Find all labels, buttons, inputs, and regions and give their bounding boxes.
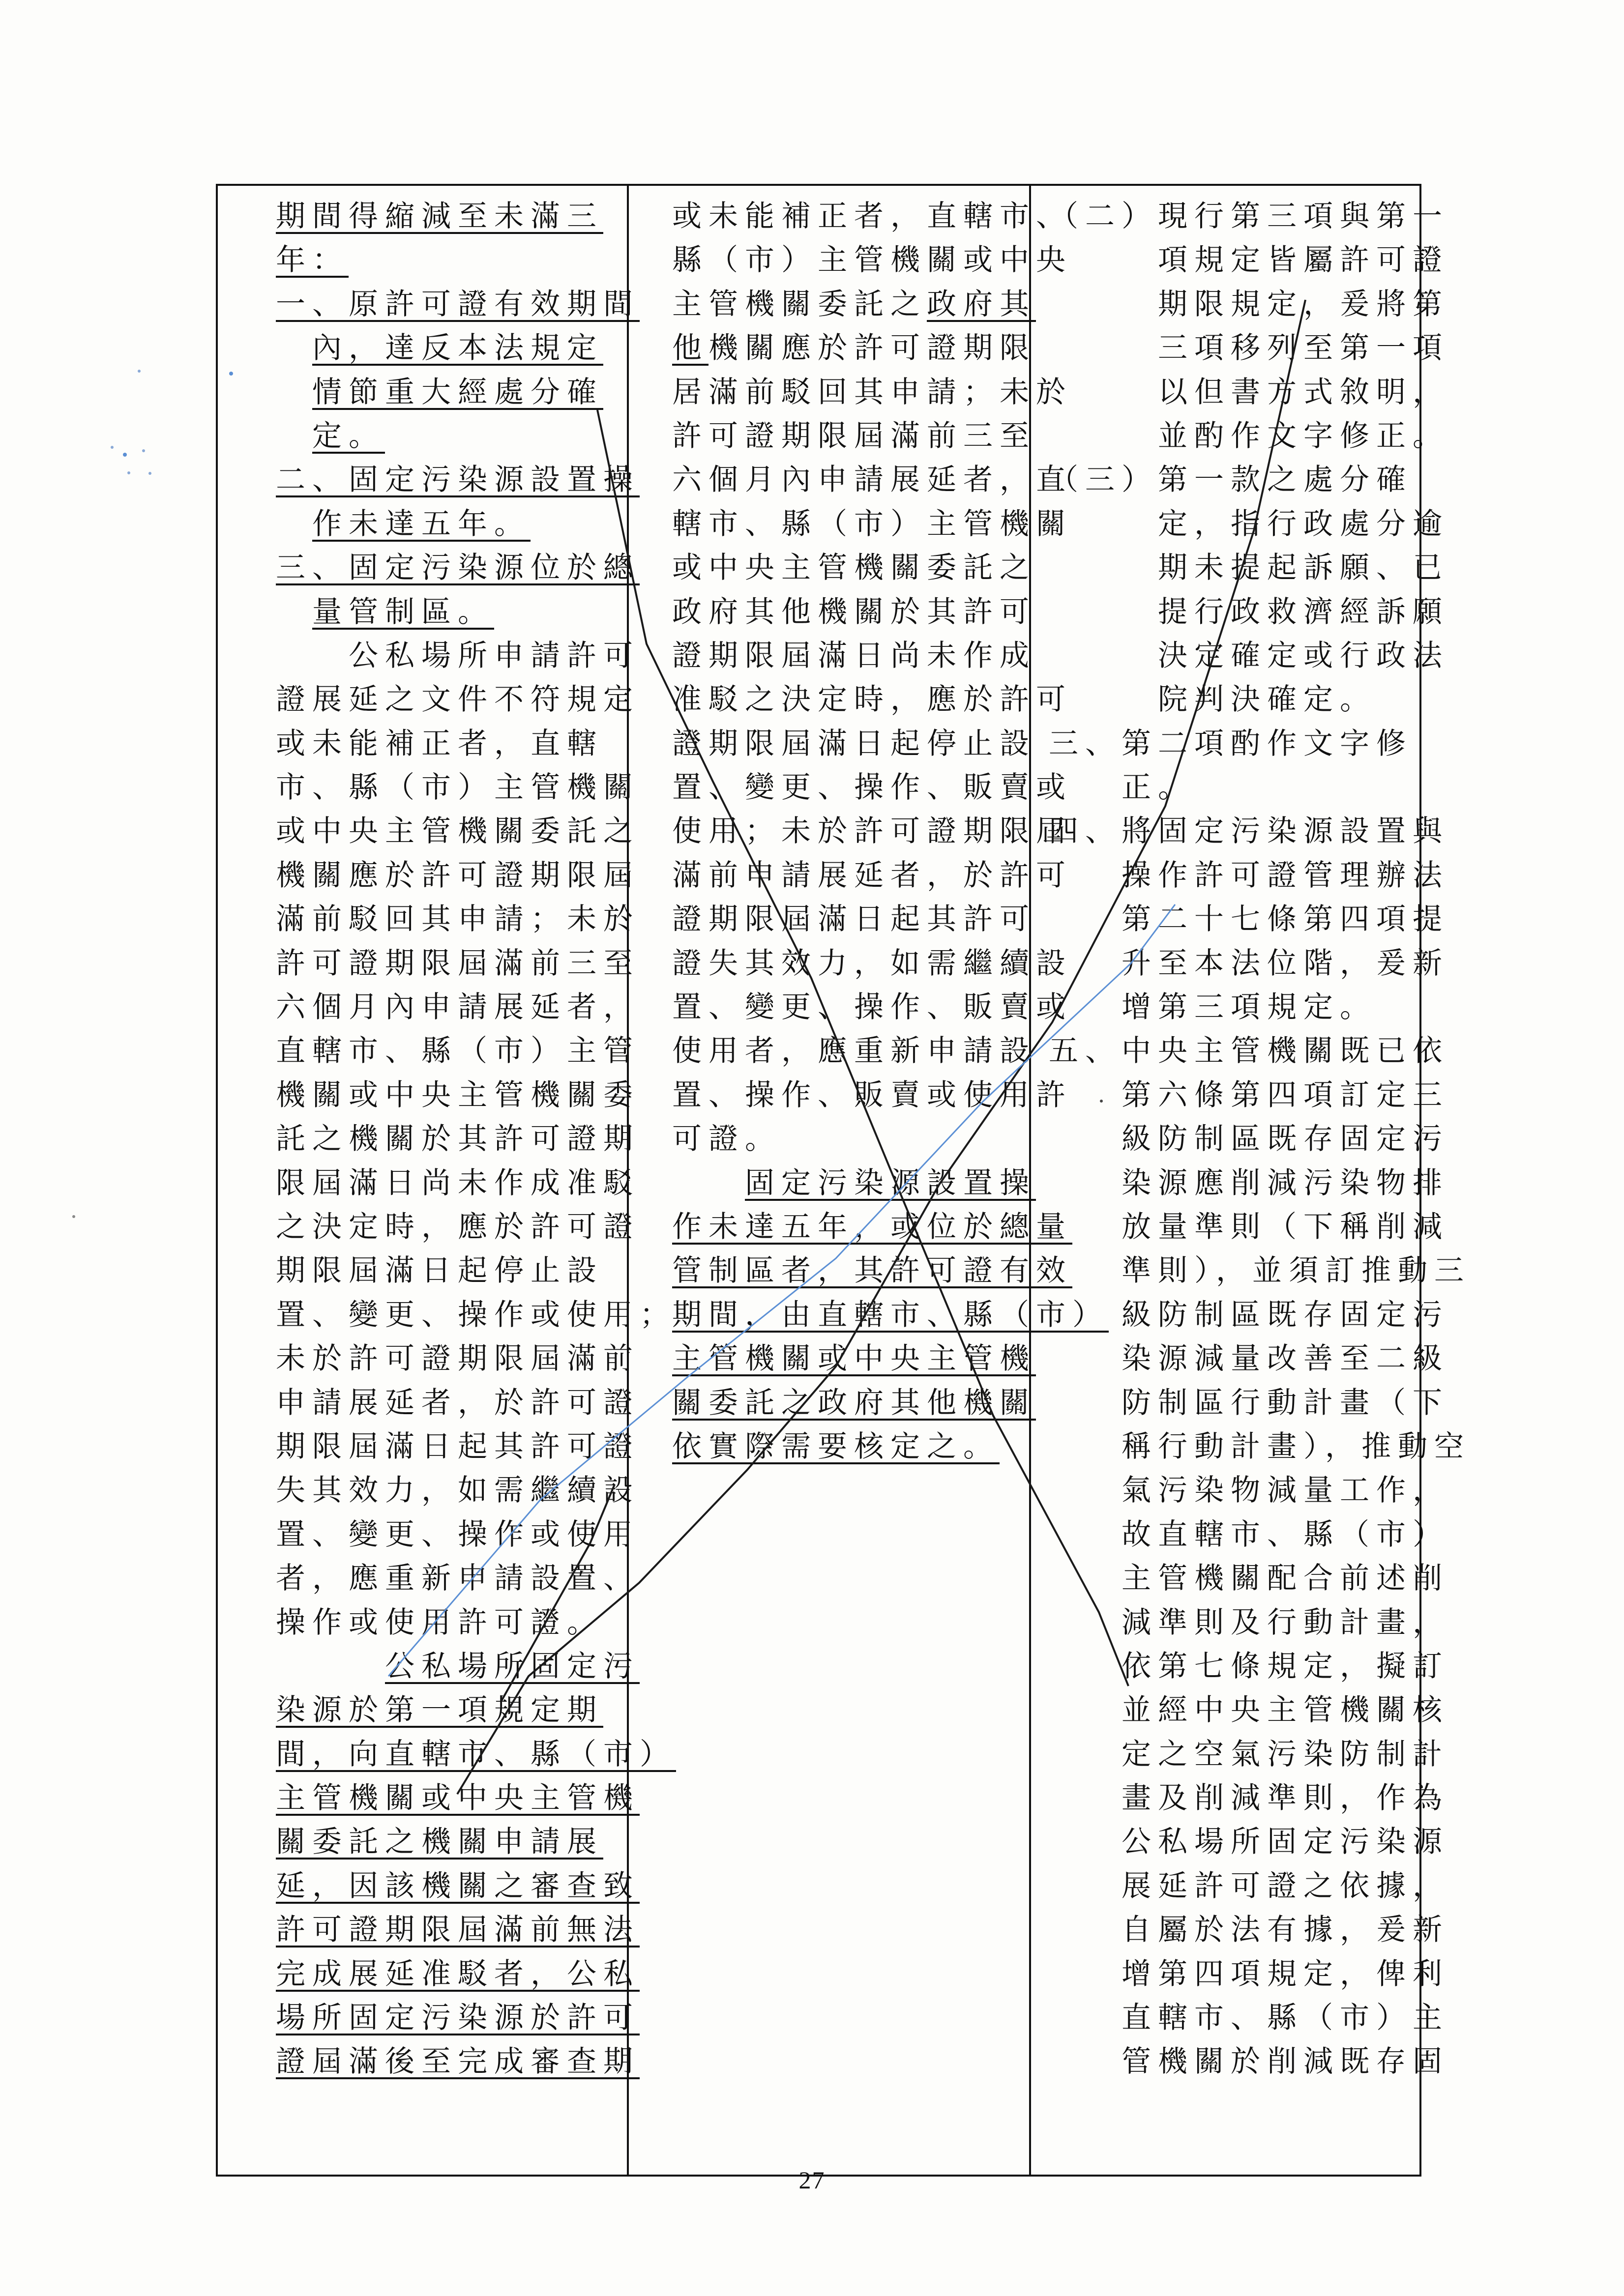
text-line	[1049, 854, 1449, 898]
text-run: 主管機關或中央主管機	[276, 1781, 640, 1816]
text-line	[1049, 371, 1449, 414]
amended-text-column	[276, 195, 676, 2084]
text-run: 項規定皆屬許可證	[1158, 243, 1449, 278]
text-line	[1049, 1205, 1449, 1249]
text-run: 作未達五年，或位於總量	[672, 1209, 1072, 1244]
current-text-column	[672, 195, 1109, 1469]
text-line	[276, 1557, 640, 1600]
text-run: 定之空氣污染防制計	[1122, 1737, 1449, 1772]
text-run: 者，應重新申請設置、	[276, 1561, 640, 1596]
text-line	[672, 458, 1072, 502]
text-run: 五、中央主管機關既已依	[1049, 1034, 1449, 1069]
text-run: 操作許可證管理辦法	[1122, 858, 1449, 893]
text-line	[672, 414, 1036, 458]
text-run: 依第七條規定，擬訂	[1122, 1649, 1449, 1684]
text-run: 證期限屆滿日尚未作成	[672, 638, 1036, 673]
text-run: 六個月內申請展延者，	[276, 990, 640, 1025]
text-line	[672, 1074, 1072, 1117]
text-line	[276, 1952, 640, 1996]
text-run: 未於許可證期限屆滿前	[276, 1341, 640, 1376]
text-line	[1049, 1117, 1449, 1161]
text-run: 延，因該機關之審查致	[276, 1868, 640, 1903]
text-run: 公私場所固定污	[385, 1649, 640, 1684]
text-run: 市、縣（市）主管機關	[276, 770, 640, 805]
text-line	[1049, 1469, 1449, 1512]
text-run: 決定確定或行政法	[1158, 638, 1449, 673]
text-run: 第二十七條第四項提	[1122, 902, 1449, 937]
text-line	[276, 326, 620, 370]
text-line	[1049, 1864, 1449, 1908]
text-run: 主管機關委託之	[672, 287, 927, 321]
text-run: 一、原許可證有效期間	[276, 287, 640, 321]
text-run: 可證。	[672, 1122, 781, 1157]
text-line	[276, 1996, 640, 2040]
text-line	[276, 1601, 620, 1645]
text-line	[276, 1513, 640, 1557]
text-run: 升至本法位階，爰新	[1122, 946, 1449, 981]
text-run: 證失其效力，如需繼續設	[672, 946, 1072, 981]
text-line	[276, 1381, 640, 1425]
text-line	[276, 854, 640, 898]
text-line	[672, 1205, 1072, 1249]
text-run: 操作或使用許可證。	[276, 1605, 603, 1640]
text-run: 公私場所申請許可	[349, 638, 640, 673]
text-line	[276, 1776, 640, 1820]
text-line	[276, 1820, 620, 1864]
text-line	[1049, 810, 1449, 853]
text-line	[672, 238, 1072, 282]
text-line	[1049, 1337, 1449, 1381]
text-line	[1049, 1293, 1449, 1337]
text-line	[1049, 986, 1422, 1029]
text-run: 期未提起訴願、已	[1158, 551, 1449, 585]
text-line	[672, 1293, 1109, 1337]
text-run: 滿前申請展延者，於許可	[672, 858, 1072, 893]
text-run: 提行政救濟經訴願	[1158, 594, 1449, 629]
text-run: 限屆滿日尚未作成准駁	[276, 1165, 640, 1200]
text-run: 他	[672, 331, 709, 366]
text-run: 置、變更、操作或使用；	[276, 1297, 676, 1332]
text-run: 四、將固定污染源設置與	[1049, 814, 1449, 849]
text-line	[1049, 414, 1449, 458]
comparison-table	[216, 184, 1471, 2177]
text-run: 增第三項規定。	[1122, 990, 1376, 1025]
text-line	[1049, 1162, 1449, 1205]
text-line	[276, 678, 640, 722]
text-run: 或中央主管機關委託之	[672, 551, 1036, 585]
page-number: 27	[798, 2166, 826, 2194]
text-run: 管機關於削減既存固	[1122, 2044, 1449, 2079]
text-run: 證期限屆滿日起其許可	[672, 902, 1036, 937]
text-run: 量管制區。	[312, 594, 494, 629]
text-line	[1049, 766, 1422, 810]
text-line	[276, 502, 620, 546]
text-run: 託之機關於其許可證期	[276, 1122, 640, 1157]
text-run: 機關應於許可證期限	[709, 331, 1036, 366]
text-run: 固定污染源設置操	[745, 1165, 1036, 1200]
text-line	[1049, 722, 1422, 766]
text-line	[672, 766, 1072, 810]
text-line	[1049, 1645, 1449, 1688]
text-run: 三、固定污染源位於總	[276, 551, 640, 585]
text-run: 期間，由直轄市、縣（市）	[672, 1297, 1109, 1332]
text-run: 展延許可證之依據，	[1122, 1868, 1449, 1903]
text-line	[1049, 1776, 1449, 1820]
text-run: 主管機關配合前述削	[1122, 1561, 1449, 1596]
text-line	[672, 986, 1072, 1029]
text-run: 內，達反本法規定	[312, 331, 603, 366]
text-run: 第六條第四項訂定三	[1122, 1077, 1449, 1112]
text-line	[276, 371, 620, 414]
text-run: 六個月內申請展延者，直	[672, 463, 1072, 497]
text-run: 直轄市、縣（市）主管	[276, 1034, 640, 1069]
text-line	[672, 1029, 1036, 1073]
explanation-column	[1049, 195, 1471, 2084]
text-line	[1049, 2040, 1449, 2084]
text-run: 或中央主管機關委託之	[276, 814, 640, 849]
text-line	[1049, 195, 1449, 238]
text-line	[672, 195, 1072, 238]
text-run: 管制區者，其許可證有效	[672, 1253, 1072, 1288]
text-line	[276, 414, 620, 458]
text-line	[1049, 283, 1449, 326]
text-run: 期限屆滿日起其許可證	[276, 1429, 640, 1464]
text-line	[276, 2040, 640, 2084]
text-line	[276, 283, 640, 326]
text-line	[1049, 590, 1449, 634]
text-line	[276, 1249, 620, 1293]
text-line	[276, 195, 620, 238]
text-line	[1049, 238, 1449, 282]
text-line	[276, 546, 640, 590]
text-run: 之決定時，應於許可證	[276, 1209, 640, 1244]
text-line	[276, 1205, 640, 1249]
text-line	[1049, 1249, 1471, 1293]
text-line	[276, 238, 620, 282]
text-run: 許可證期限屆滿前無法	[276, 1913, 640, 1947]
text-line	[276, 458, 640, 502]
text-run: 染源於第一項規定期	[276, 1693, 603, 1728]
text-run: 場所固定污染源於許可	[276, 2001, 640, 2035]
text-line	[672, 1337, 1036, 1381]
text-run: 級防制區既存固定污	[1122, 1297, 1449, 1332]
text-run: 准駁之決定時，應於許可	[672, 682, 1072, 717]
text-run: 申請展延者，於許可證	[276, 1385, 640, 1420]
text-line	[672, 1249, 1072, 1293]
text-line	[276, 942, 640, 986]
text-line	[276, 1645, 640, 1688]
text-run: 使用者，應重新申請設	[672, 1034, 1036, 1069]
text-run: 間，向直轄市、縣（市）	[276, 1737, 676, 1772]
text-line	[1049, 502, 1449, 546]
text-line	[1049, 1074, 1449, 1117]
text-run-underlined: 政府其	[927, 287, 1036, 321]
text-run: 證屆滿後至完成審查期	[276, 2044, 640, 2079]
text-line	[276, 1117, 640, 1161]
text-run: （二）現行第三項與第一	[1049, 199, 1449, 233]
text-run: 防制區行動計畫（下	[1122, 1385, 1449, 1420]
text-line	[1049, 898, 1449, 941]
text-run: 使用；未於許可證期限屆	[672, 814, 1072, 849]
text-line	[1049, 634, 1449, 678]
text-run: 院判決確定。	[1158, 682, 1376, 717]
text-run: 並經中央主管機關核	[1122, 1693, 1449, 1728]
text-run: 置、操作、販賣或使用許	[672, 1077, 1072, 1112]
text-run: 主管機關或中央主管機	[672, 1341, 1036, 1376]
text-line	[1049, 1952, 1449, 1996]
text-line	[276, 1469, 640, 1512]
text-run: 期間得縮減至未滿三	[276, 199, 603, 233]
text-run: 直轄市、縣（市）主	[1122, 2001, 1449, 2035]
text-run: 滿前駁回其申請；未於	[276, 902, 640, 937]
text-line	[1049, 942, 1449, 986]
text-run: 畫及削減準則，作為	[1122, 1781, 1449, 1816]
text-line	[276, 1074, 640, 1117]
text-line	[276, 986, 640, 1029]
text-run: 放量準則（下稱削減	[1122, 1209, 1449, 1244]
text-run: 證期限屆滿日起停止設	[672, 726, 1036, 761]
text-line	[276, 1029, 640, 1073]
text-run: 準則），並須訂推動三	[1122, 1253, 1471, 1288]
text-line	[1049, 1820, 1449, 1864]
text-run: 關委託之政府其他機關	[672, 1385, 1036, 1420]
text-line	[1049, 1381, 1449, 1425]
text-line	[672, 283, 1036, 326]
text-line	[672, 634, 1036, 678]
text-line	[276, 590, 620, 634]
text-run: 增第四項規定，俾利	[1122, 1956, 1449, 1991]
text-line	[276, 1162, 640, 1205]
text-run: 轄市、縣（市）主管機關	[672, 506, 1072, 541]
text-line	[672, 1425, 1022, 1469]
text-run: 依實際需要核定之。	[672, 1429, 1000, 1464]
text-line	[1049, 678, 1422, 722]
text-line	[276, 1908, 640, 1952]
text-run: 完成展延准駁者，公私	[276, 1956, 640, 1991]
text-line	[1049, 1733, 1449, 1776]
text-run: 定。	[312, 418, 385, 453]
text-line	[276, 1864, 640, 1908]
text-line	[1049, 546, 1449, 590]
text-run: 定，指行政處分逾	[1158, 506, 1449, 541]
text-run: 並酌作文字修正。	[1158, 418, 1449, 453]
text-line	[672, 1381, 1036, 1425]
text-run: 年：	[276, 243, 349, 278]
text-run: 氣污染物減量工作，	[1122, 1473, 1449, 1508]
text-run: 染源減量改善至二級	[1122, 1341, 1449, 1376]
text-run: 三、第二項酌作文字修	[1049, 726, 1413, 761]
text-run: 關委託之機關申請展	[276, 1825, 603, 1860]
text-line	[276, 898, 640, 941]
text-run: 自屬於法有據，爰新	[1122, 1913, 1449, 1947]
text-run: 置、變更、操作或使用	[276, 1517, 640, 1552]
text-line	[276, 1733, 676, 1776]
text-run: （三）第一款之處分確	[1049, 463, 1413, 497]
text-line	[1049, 1688, 1449, 1732]
text-line	[672, 546, 1036, 590]
text-line	[276, 722, 620, 766]
text-run: 故直轄市、縣（市）	[1122, 1517, 1449, 1552]
text-line	[1049, 1908, 1449, 1952]
text-run: 正。	[1122, 770, 1194, 805]
text-run: 減準則及行動計畫，	[1122, 1605, 1449, 1640]
text-line	[672, 371, 1072, 414]
text-line	[672, 898, 1036, 941]
text-run: 稱行動計畫），推動空	[1122, 1429, 1471, 1464]
text-run: 居滿前駁回其申請；未於	[672, 375, 1072, 409]
text-line	[1049, 1029, 1449, 1073]
text-line	[672, 854, 1072, 898]
text-line	[1049, 1425, 1471, 1469]
text-run: 政府其他機關於其許可	[672, 594, 1036, 629]
text-line	[1049, 326, 1449, 370]
text-line	[672, 722, 1036, 766]
text-run: 機關或中央主管機關委	[276, 1077, 640, 1112]
text-run: 或未能補正者，直轄	[276, 726, 603, 761]
text-line	[276, 1688, 620, 1732]
text-line	[1049, 1513, 1449, 1557]
text-line	[276, 1293, 676, 1337]
text-run: 置、變更、操作、販賣或	[672, 770, 1072, 805]
text-run: 以但書方式敘明，	[1158, 375, 1449, 409]
text-run: 三項移列至第一項	[1158, 331, 1449, 366]
text-run: 二、固定污染源設置操	[276, 463, 640, 497]
text-run: 或未能補正者，直轄市、	[672, 199, 1072, 233]
text-line	[672, 502, 1072, 546]
text-line	[672, 942, 1072, 986]
text-line	[1049, 1601, 1449, 1645]
text-run: 機關應於許可證期限屆	[276, 858, 640, 893]
text-run: 級防制區既存固定污	[1122, 1122, 1449, 1157]
text-run: 證展延之文件不符規定	[276, 682, 640, 717]
text-run: 期限屆滿日起停止設	[276, 1253, 603, 1288]
text-line	[672, 678, 1072, 722]
text-line	[1049, 1557, 1449, 1600]
text-run: 染源應削減污染物排	[1122, 1165, 1449, 1200]
text-line	[672, 810, 1072, 853]
text-run: 許可證期限屆滿前三至	[672, 418, 1036, 453]
text-run: 許可證期限屆滿前三至	[276, 946, 640, 981]
text-line	[276, 810, 640, 853]
text-line	[672, 1117, 1022, 1161]
text-run: 縣（市）主管機關或中央	[672, 243, 1072, 278]
text-run: 情節重大經處分確	[312, 375, 603, 409]
text-line	[276, 1337, 640, 1381]
text-line	[672, 1162, 1036, 1205]
text-line	[276, 766, 640, 810]
text-line	[672, 326, 1036, 370]
text-line	[672, 590, 1036, 634]
text-line	[276, 1425, 640, 1469]
text-line	[276, 634, 640, 678]
text-run: 公私場所固定污染源	[1122, 1825, 1449, 1860]
text-run: 作未達五年。	[312, 506, 531, 541]
text-line	[1049, 458, 1422, 502]
text-run: 失其效力，如需繼續設	[276, 1473, 640, 1508]
text-run: 置、變更、操作、販賣或	[672, 990, 1072, 1025]
text-line	[1049, 1996, 1449, 2040]
text-run: 期限規定，爰將第	[1158, 287, 1449, 321]
